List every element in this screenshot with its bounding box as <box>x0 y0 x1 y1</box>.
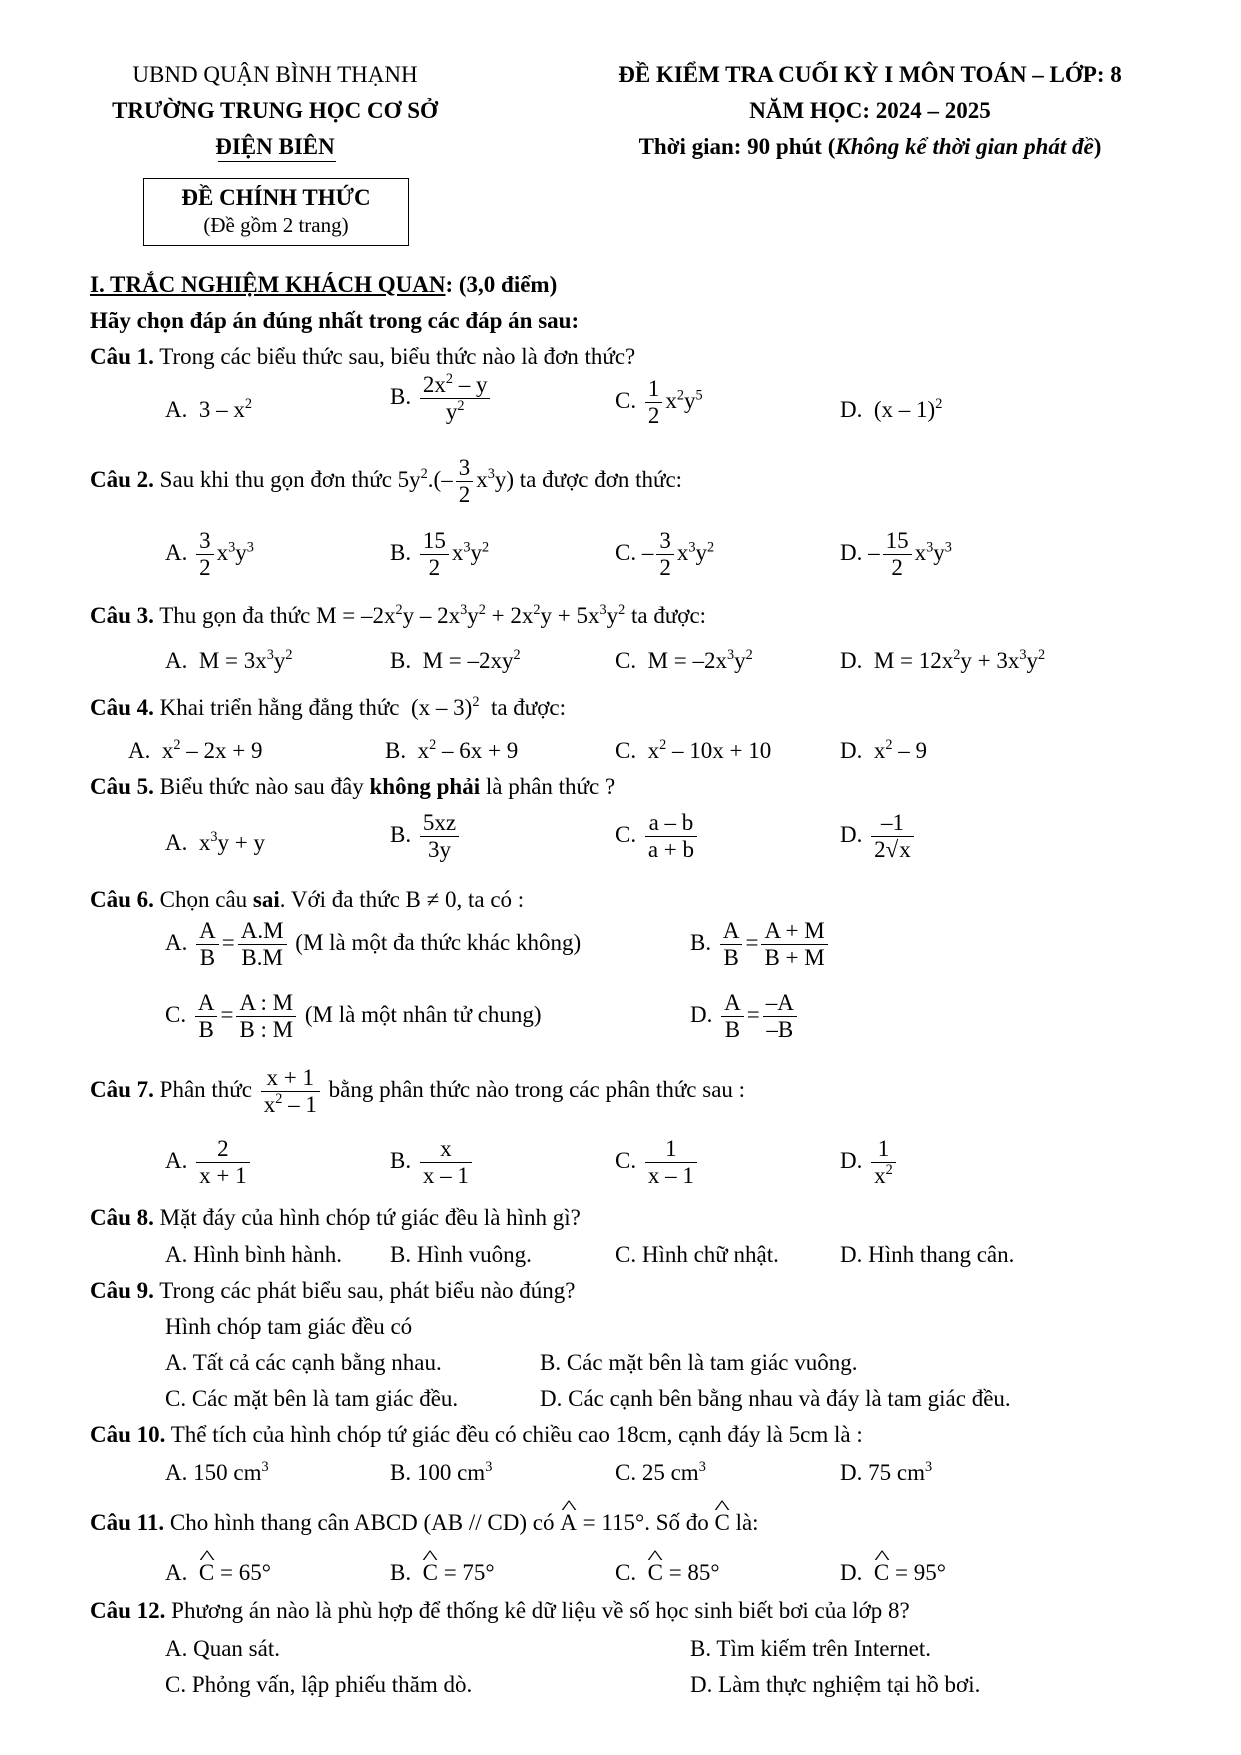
district-name: UBND QUẬN BÌNH THẠNH <box>132 62 418 87</box>
q10-option-a: A. 150 $cm^3$ <box>165 1459 269 1485</box>
q1-option-b: B. $\frac{2x^2 - y}{y^2}$ <box>390 372 493 426</box>
q11-option-b: B. ^ C = 75° <box>390 1560 495 1586</box>
q5-option-c: C. $\frac{a - b}{a + b}$ <box>615 810 700 864</box>
school-year: NĂM HỌC: 2024 – 2025 <box>749 98 991 123</box>
question-5: Câu 5. Biểu thức nào sau đây không phải là phân thức ? <box>90 774 616 799</box>
q10-option-b: B. 100 $cm^3$ <box>390 1459 493 1485</box>
q7-option-b: B. $\frac{x}{x - 1}$ <box>390 1136 475 1190</box>
question-2: Câu 2. Sau khi thu gọn đơn thức $5y^2.(-$ $\frac{3}{2}$ $x^3y$) ta được đơn thức: <box>90 455 683 508</box>
school-name-2: ĐIỆN BIÊN <box>215 134 335 159</box>
q1-option-d: D. (x – 1)$^2$ <box>840 396 943 422</box>
q8-option-b: B. Hình vuông. <box>390 1242 532 1267</box>
q8-option-c: C. Hình chữ nhật. <box>615 1242 779 1267</box>
q10-option-c: C. 25 $cm^3$ <box>615 1459 706 1485</box>
q3-option-c: C. $M = -2x^3y^2$ <box>615 647 753 673</box>
q11-option-d: D. ^ C = 95° <box>840 1560 946 1586</box>
q2-option-c: C. – $\frac{3}{2}$ $x^3y^2$ <box>615 528 715 581</box>
q3-option-b: B. $M = -2xy^2$ <box>390 647 521 673</box>
q7-option-d: D. $\frac{1}{x^2}$ <box>840 1136 899 1190</box>
page-count-note: (Đề gồm 2 trang) <box>203 213 349 237</box>
section-title: I. TRẮC NGHIỆM KHÁCH QUAN: (3,0 điểm) <box>90 272 558 297</box>
question-11: Câu 11. Cho hình thang cân ABCD (AB // CD) có ^ A = 115°. Số đo ^ C là: <box>90 1510 759 1536</box>
exam-title: ĐỀ KIỂM TRA CUỐI KỲ I MÔN TOÁN – LỚP: 8 <box>618 62 1122 87</box>
q5-option-b: B. $\frac{5xz}{3y}$ <box>390 810 462 864</box>
question-7: Câu 7. Phân thức $\frac{x + 1}{x^2 - 1}$ bằng phân thức nào trong các phân thức sau : <box>90 1065 746 1118</box>
official-exam-box <box>143 178 409 246</box>
q1-option-c: C. $\frac{1}{2}$ $x^2y^5$ <box>615 376 703 429</box>
school-underline <box>218 161 336 162</box>
q9-lead: Hình chóp tam giác đều có <box>165 1314 413 1339</box>
q8-option-a: A. Hình bình hành. <box>165 1242 342 1267</box>
question-1: Câu 1. Trong các biểu thức sau, biểu thức nào là đơn thức? <box>90 344 636 369</box>
official-exam-label: ĐỀ CHÍNH THỨC <box>181 185 371 210</box>
q11-option-a: A. ^ C = 65° <box>165 1560 271 1586</box>
school-name: TRƯỜNG TRUNG HỌC CƠ SỞ <box>112 98 438 123</box>
q12-option-c: C. Phỏng vấn, lập phiếu thăm dò. <box>165 1672 473 1697</box>
q2-option-b: B. $\frac{15}{2}$ $x^3y^2$ <box>390 528 490 581</box>
question-8: Câu 8. Mặt đáy của hình chóp tứ giác đều là hình gì? <box>90 1205 581 1230</box>
q9-option-a: A. Tất cả các cạnh bằng nhau. <box>165 1350 442 1375</box>
q4-option-c: C. $x^2 - 10x + 10$ <box>615 737 772 763</box>
q4-option-d: D. $x^2 - 9$ <box>840 737 927 763</box>
question-10: Câu 10. Thể tích của hình chóp tứ giác đều có chiều cao 18cm, cạnh đáy là 5cm là : <box>90 1422 863 1447</box>
instruction: Hãy chọn đáp án đúng nhất trong các đáp án sau: <box>90 308 580 333</box>
q4-option-b: B. $x^2 - 6x + 9$ <box>385 737 519 763</box>
q10-option-d: D. 75 $cm^3$ <box>840 1459 933 1485</box>
exam-duration: Thời gian: 90 phút (Không kể thời gian phát đề) <box>638 134 1102 159</box>
q3-option-d: D. $M = 12x^2y + 3x^3y^2$ <box>840 647 1046 673</box>
q5-option-d: D. $\frac{-1}{2√x}$ <box>840 810 917 864</box>
q9-option-d: D. Các cạnh bên bằng nhau và đáy là tam giác đều. <box>540 1386 1011 1411</box>
q7-option-a: A. $\frac{2}{x + 1}$ <box>165 1136 253 1190</box>
question-4: Câu 4. Khai triển hằng đẳng thức (x – 3)$^2$ ta được: <box>90 694 567 720</box>
q6-option-d: D. $\frac{A}{B}$ = $\frac{-A}{-B}$ <box>690 990 800 1044</box>
q7-option-c: C. $\frac{1}{x - 1}$ <box>615 1136 700 1190</box>
q6-option-b: B. $\frac{A}{B}$ = $\frac{A + M}{B + M}$ <box>690 918 831 972</box>
q5-option-a: A. $x^3y + y$ <box>165 829 265 855</box>
question-6: Câu 6. Chọn câu sai. Với đa thức B ≠ 0, ta có : <box>90 887 525 912</box>
q11-option-c: C. ^ C = 85° <box>615 1560 720 1586</box>
q6-option-c: C. $\frac{A}{B}$ = $\frac{A : M}{B : M}$ (M là một nhân tử chung) <box>165 990 542 1043</box>
q9-option-b: B. Các mặt bên là tam giác vuông. <box>540 1350 858 1375</box>
q4-option-a: A. $x^2 - 2x + 9$ <box>128 737 263 763</box>
q12-option-a: A. Quan sát. <box>165 1636 280 1661</box>
q12-option-b: B. Tìm kiếm trên Internet. <box>690 1636 932 1661</box>
q1-option-a: A. $3 - x^2$ <box>165 396 252 422</box>
q6-option-a: A. $\frac{A}{B}$ = $\frac{A.M}{B.M}$ (M là một đa thức khác không) <box>165 918 582 971</box>
question-12: Câu 12. Phương án nào là phù hợp để thống kê dữ liệu về số học sinh biết bơi của lớp 8? <box>90 1598 910 1623</box>
q2-option-a: A. $\frac{3}{2}$ $x^3y^3$ <box>165 528 254 581</box>
question-9: Câu 9. Trong các phát biểu sau, phát biểu nào đúng? <box>90 1278 576 1303</box>
q2-option-d: D. – $\frac{15}{2}$ $x^3y^3$ <box>840 528 952 581</box>
q8-option-d: D. Hình thang cân. <box>840 1242 1015 1267</box>
q9-option-c: C. Các mặt bên là tam giác đều. <box>165 1386 459 1411</box>
question-3: Câu 3. Thu gọn đa thức $M = -2x^2y - 2x^3y^2 + 2x^2y + 5x^3y^2$ ta được: <box>90 602 707 628</box>
q12-option-d: D. Làm thực nghiệm tại hồ bơi. <box>690 1672 981 1697</box>
q3-option-a: A. $M = 3x^3y^2$ <box>165 647 293 673</box>
